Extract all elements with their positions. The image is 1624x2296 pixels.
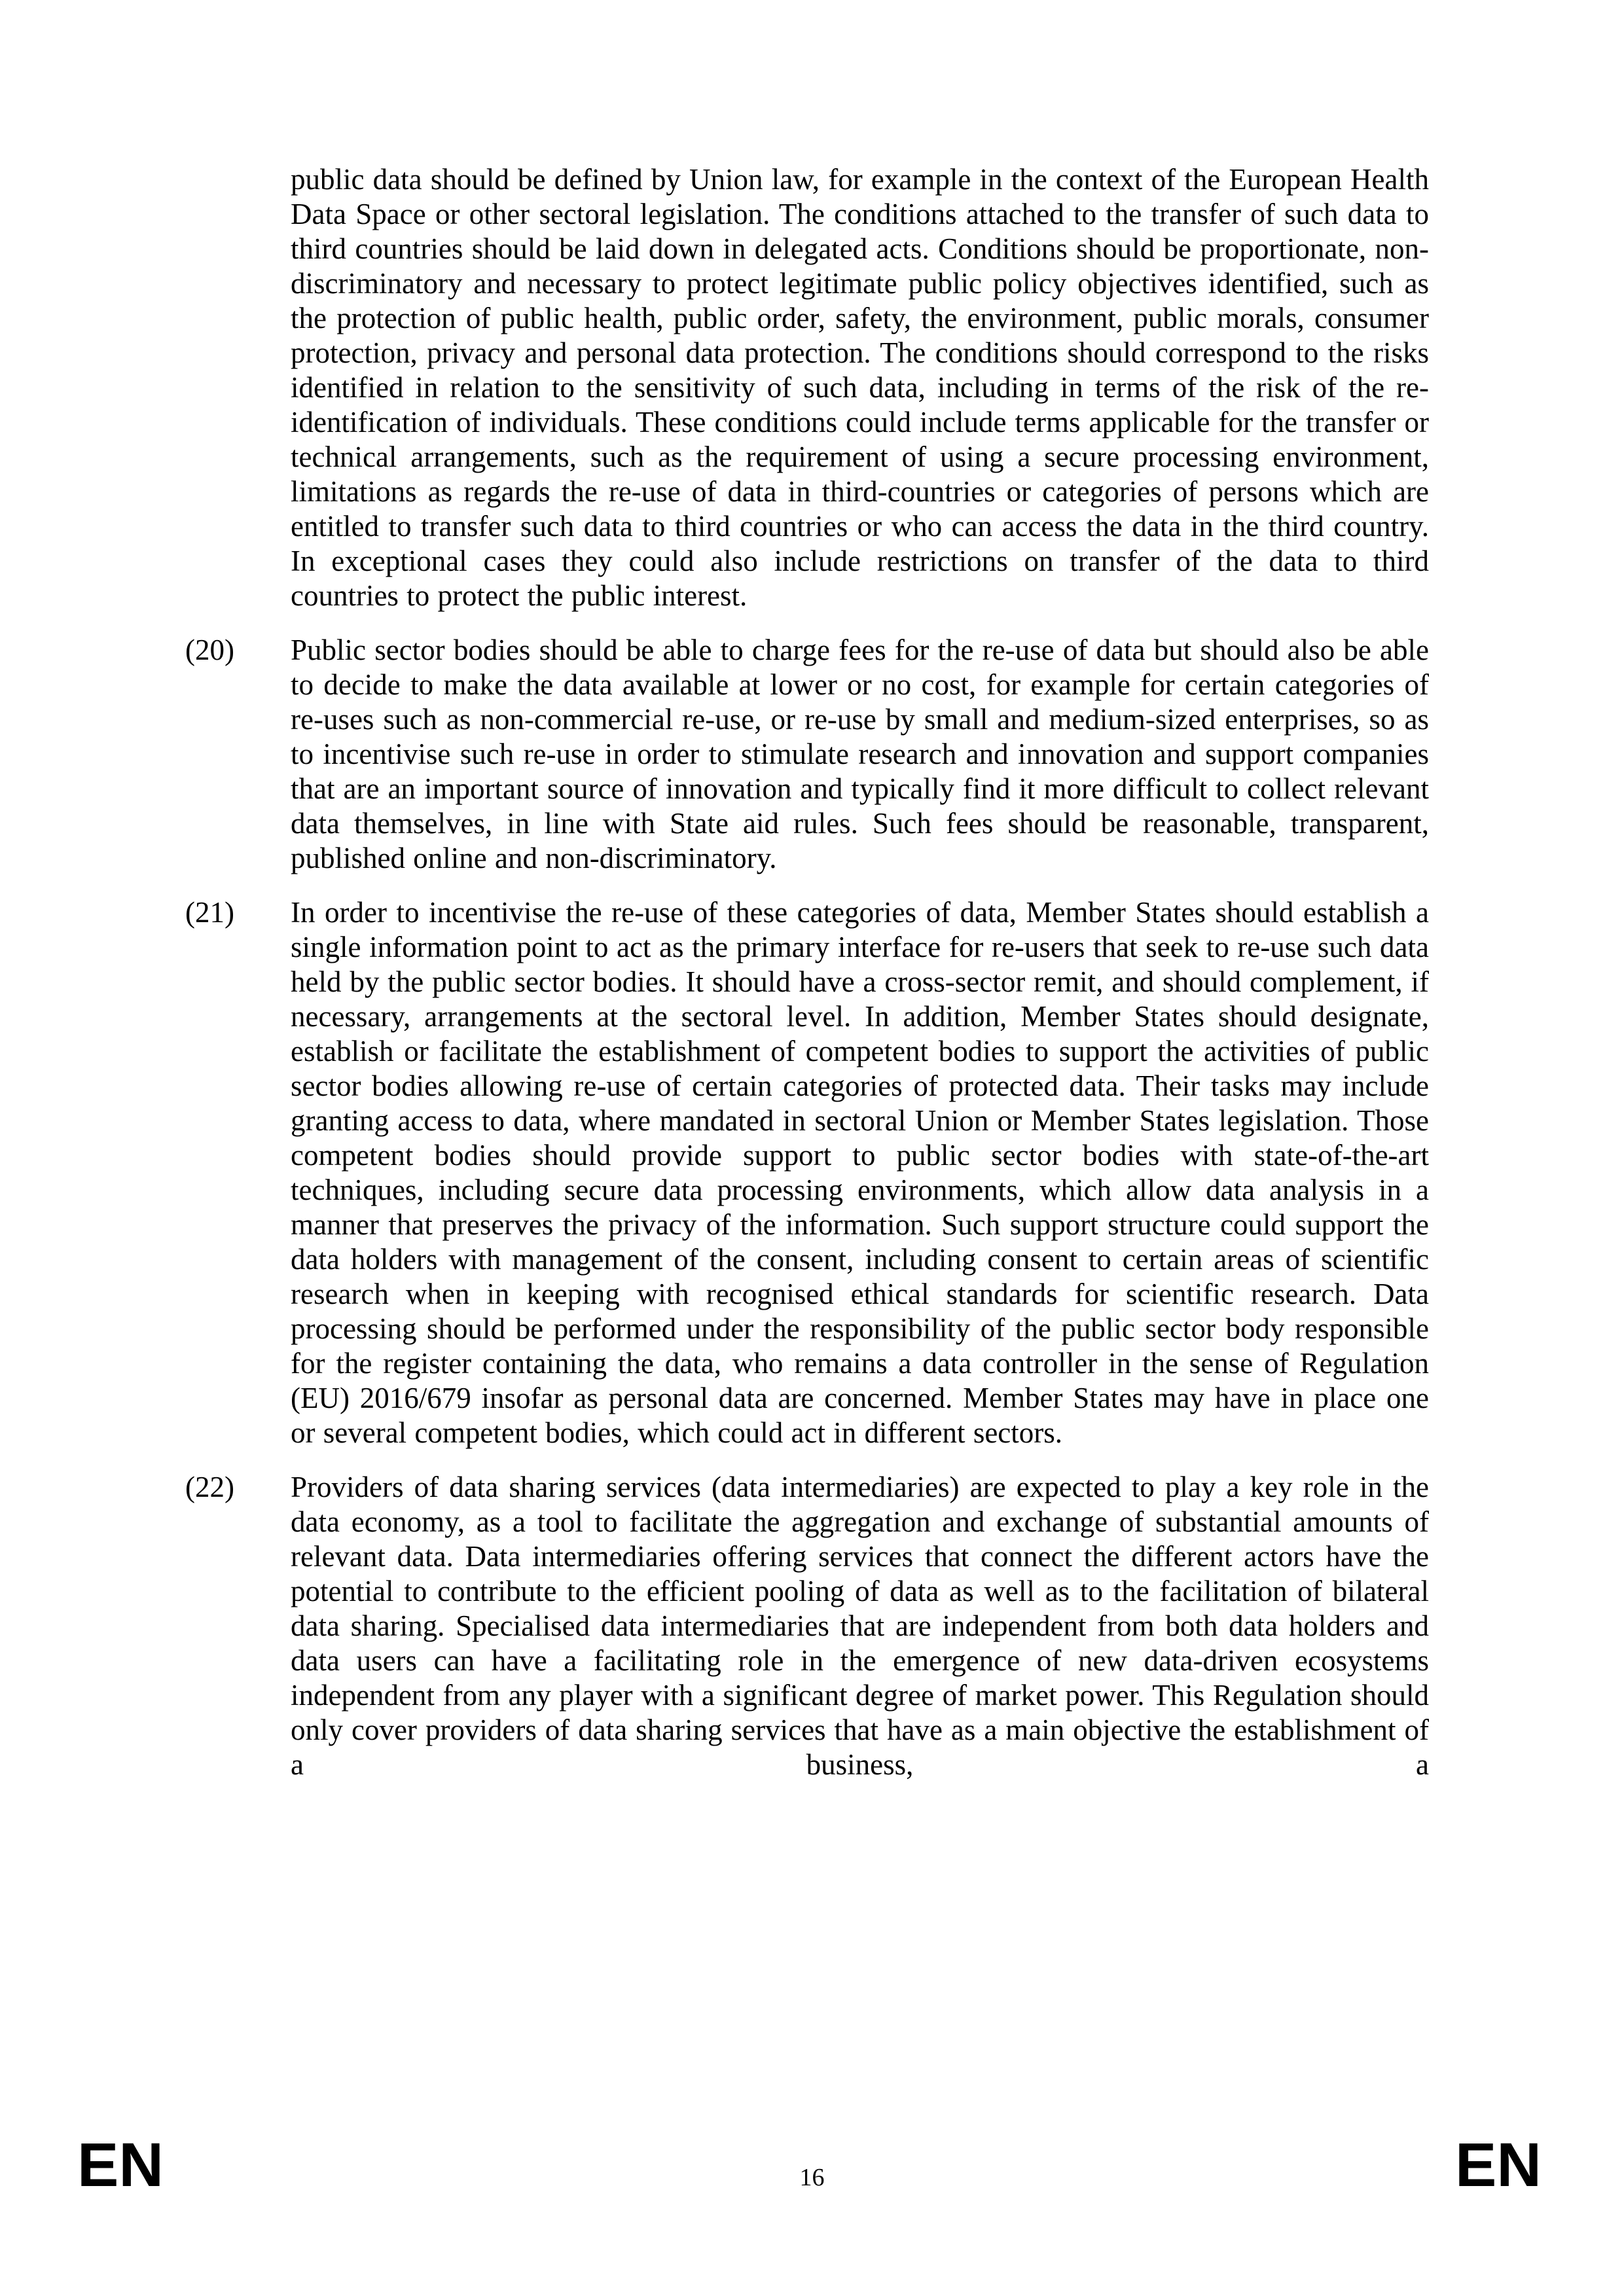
recital-text: In order to incentivise the re-use of these categories of data, Member States should establish a single information point to act as the primary interface for re-users that seek to re-use such data held by the public sector bodies. It should have a cross-sector remit, and should complement, if necessary, arrangements at the sectoral level. In addition, Member States should designate, establish or facilitate the establishment of competent bodies to support the activities of public sector bodies allowing re-use of certain categories of protected data. Their tasks may include granting access to data, where mandated in sectoral Union or Member States legislation. Those competent bodies should provide support to public sector bodies with state-of-the-art techniques, including secure data processing environments, which allow data analysis in a manner that preserves the privacy of the information. Such support structure could support the data holders with management of the consent, including consent to certain areas of scientific research when in keeping with recognised ethical standards for scientific research. Data processing should be performed under the responsibility of the public sector body responsible for the register containing the data, who remains a data controller in the sense of Regulation (EU) 2016/679 insofar as personal data are concerned. Member States may have in place one or several competent bodies, which could act in different sectors. <box>291 896 1429 1449</box>
footer-language-code-left: EN <box>77 2130 164 2200</box>
page-number: 16 <box>799 2164 825 2191</box>
recital-text: Providers of data sharing services (data intermediaries) are expected to play a key role in the data economy, as a tool to facilitate the aggregation and exchange of substantial amounts of relevant data. Data intermediaries offering services that connect the different actors have the potential to contribute to the efficient pooling of data as well as to the facilitation of bilateral data sharing. Specialised data intermediaries that are independent from both data holders and data users can have a facilitating role in the emergence of new data-driven ecosystems independent from any player with a significant degree of market power. This Regulation should only cover providers of data sharing services that have as a main objective the establishment of a business, a <box>291 1471 1429 1781</box>
page-body <box>185 162 1429 1782</box>
recital-paragraph-21 <box>185 895 1429 1450</box>
recital-text: public data should be defined by Union law, for example in the context of the European Health Data Space or other sectoral legislation. The conditions attached to the transfer of such data to third countries should be laid down in delegated acts. Conditions should be proportionate, non-discriminatory and necessary to protect legitimate public policy objectives identified, such as the protection of public health, public order, safety, the environment, public morals, consumer protection, privacy and personal data protection. The conditions should correspond to the risks identified in relation to the sensitivity of such data, including in terms of the risk of the re-identification of individuals. These conditions could include terms applicable for the transfer or technical arrangements, such as the requirement of using a secure processing environment, limitations as regards the re-use of data in third-countries or categories of persons which are entitled to transfer such data to third countries or who can access the data in the third country. In exceptional cases they could also include restrictions on transfer of the data to third countries to protect the public interest. <box>291 163 1429 612</box>
recital-paragraph-22 <box>185 1470 1429 1782</box>
recital-number: (22) <box>185 1471 234 1503</box>
recital-number: (20) <box>185 634 234 666</box>
recital-paragraph-continuation <box>185 162 1429 613</box>
recital-paragraph-20 <box>185 633 1429 876</box>
recital-text: Public sector bodies should be able to charge fees for the re-use of data but should also be able to decide to make the data available at lower or no cost, for example for certain categories of re-uses such as non-commercial re-use, or re-use by small and medium-sized enterprises, so as to incentivise such re-use in order to stimulate research and innovation and support companies that are an important source of innovation and typically find it more difficult to collect relevant data themselves, in line with State aid rules. Such fees should be reasonable, transparent, published online and non-discriminatory. <box>291 634 1429 874</box>
footer-language-code-right: EN <box>1455 2130 1542 2200</box>
recital-number: (21) <box>185 896 234 929</box>
